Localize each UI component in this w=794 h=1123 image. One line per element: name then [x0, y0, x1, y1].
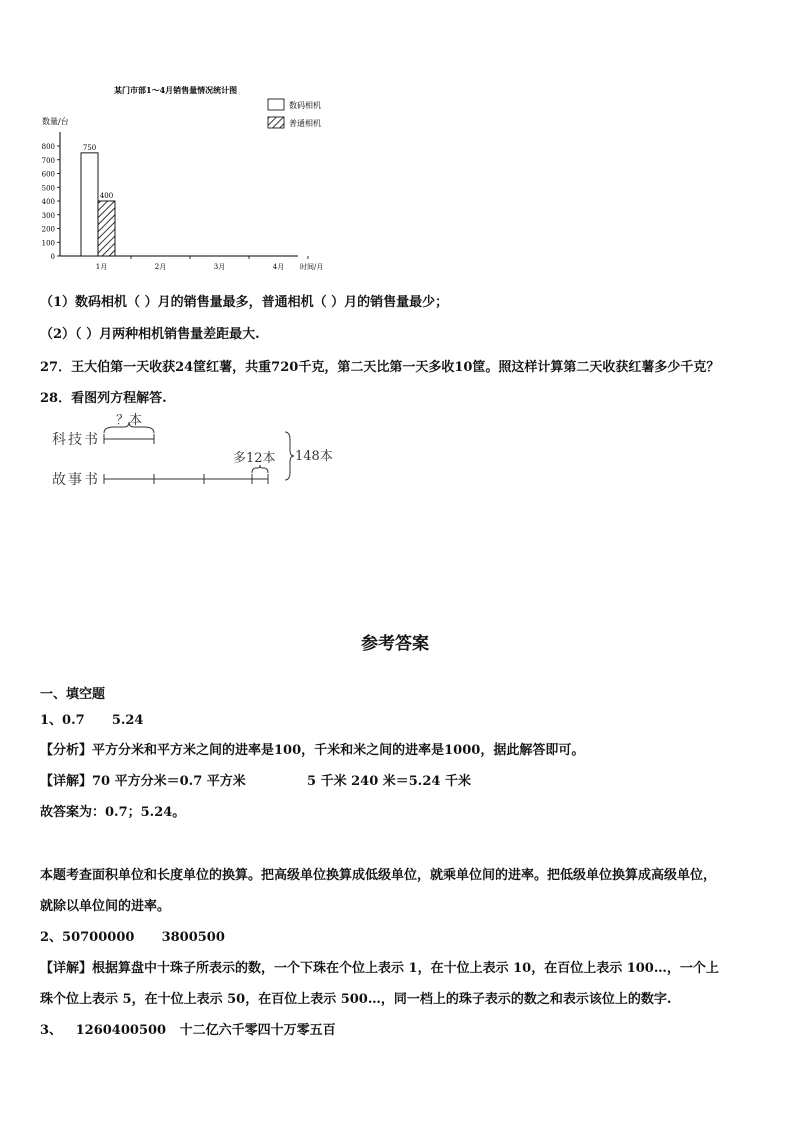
legend	[268, 99, 321, 128]
question-27: 27．王大伯第一天收获24筐红薯，共重720千克，第二天比第一天多收10筐。照这样计算第二天收获红薯多少千克？	[40, 360, 720, 375]
answer-1: 1、0.7 5.24	[40, 713, 144, 728]
answer-1-note-a: 本题考查面积单位和长度单位的换算。把高级单位换算成低级单位，就乘单位间的进率。把低级单位换算成高级单位，	[40, 868, 717, 883]
answer-1-result: 故答案为：0.7；5.24。	[40, 805, 186, 820]
y-tick-label: 0	[50, 253, 55, 261]
y-tick-label: 700	[41, 156, 55, 165]
x-tick-label: 3月	[213, 263, 226, 271]
legend-swatch-digital	[268, 99, 284, 110]
chart-plot-area	[42, 132, 324, 271]
question-28: 28．看图列方程解答.	[40, 391, 167, 406]
answer-2: 2、50700000 3800500	[40, 930, 225, 945]
bar-ordinary	[98, 201, 115, 256]
legend-swatch-ordinary	[268, 117, 284, 128]
y-axis-label: 数量/台	[42, 117, 69, 126]
sales-bar-chart	[30, 80, 350, 275]
answer-1-detail-a: 【详解】70 平方分米＝0.7 平方米	[40, 774, 246, 789]
answer-2-detail-b: 珠个位上表示 5，在十位上表示 50，在百位上表示 500…，同一档上的珠子表示的数之和表示该位上的数字.	[40, 992, 672, 1007]
y-tick-label: 600	[41, 170, 55, 179]
bar-digital	[81, 153, 98, 256]
more-label: 多12本	[233, 451, 276, 466]
answer-1-detail-b: 5 千米 240 米＝5.24 千米	[307, 774, 471, 789]
line-segment-diagram	[40, 410, 360, 495]
label-science-books: 科技书	[52, 432, 100, 448]
legend-label-digital: 数码相机	[289, 101, 321, 110]
question-1: （1）数码相机（ ）月的销售量最多，普通相机（ ）月的销售量最少；	[40, 295, 449, 310]
x-tick-label: 1月	[95, 263, 108, 271]
label-story-books: 故事书	[52, 472, 100, 488]
total-brace	[285, 432, 294, 480]
y-tick-label: 300	[41, 211, 55, 220]
section-heading: 一、填空题	[40, 687, 106, 702]
answer-1-analysis: 【分析】平方分米和平方米之间的进率是100，千米和米之间的进率是1000，据此解答即可。	[40, 743, 585, 758]
answer-3: 3、 1260400500 十二亿六千零四十万零五百	[40, 1023, 336, 1038]
y-tick-label: 400	[41, 198, 55, 206]
answer-2-detail-a: 【详解】根据算盘中十珠子所表示的数，一个下珠在个位上表示 1，在十位上表示 10，在百位上表示 100…，一个上	[40, 961, 719, 976]
x-tick-label: 4月	[272, 263, 285, 271]
y-tick-label: 200	[41, 225, 55, 234]
bar-value-label: 400	[99, 192, 114, 200]
answers-heading: 参考答案	[361, 634, 429, 654]
legend-label-ordinary: 普通相机	[289, 119, 321, 128]
answer-1-note-b: 就除以单位间的进率。	[40, 899, 171, 914]
bar-value-label: 750	[82, 143, 97, 152]
more-brace	[252, 465, 268, 473]
y-tick-label: 500	[41, 184, 55, 193]
x-axis-label: 时间/月	[300, 263, 324, 271]
total-label: 148本	[295, 449, 333, 464]
x-tick-label: 2月	[154, 263, 167, 271]
unknown-label: ？本	[116, 413, 143, 428]
chart-title: 某门市部1～4月销售量情况统计图	[114, 85, 238, 95]
y-tick-label: 800	[41, 143, 55, 151]
question-2: （2）（ ）月两种相机销售量差距最大.	[40, 327, 260, 342]
y-tick-label: 100	[41, 239, 55, 248]
